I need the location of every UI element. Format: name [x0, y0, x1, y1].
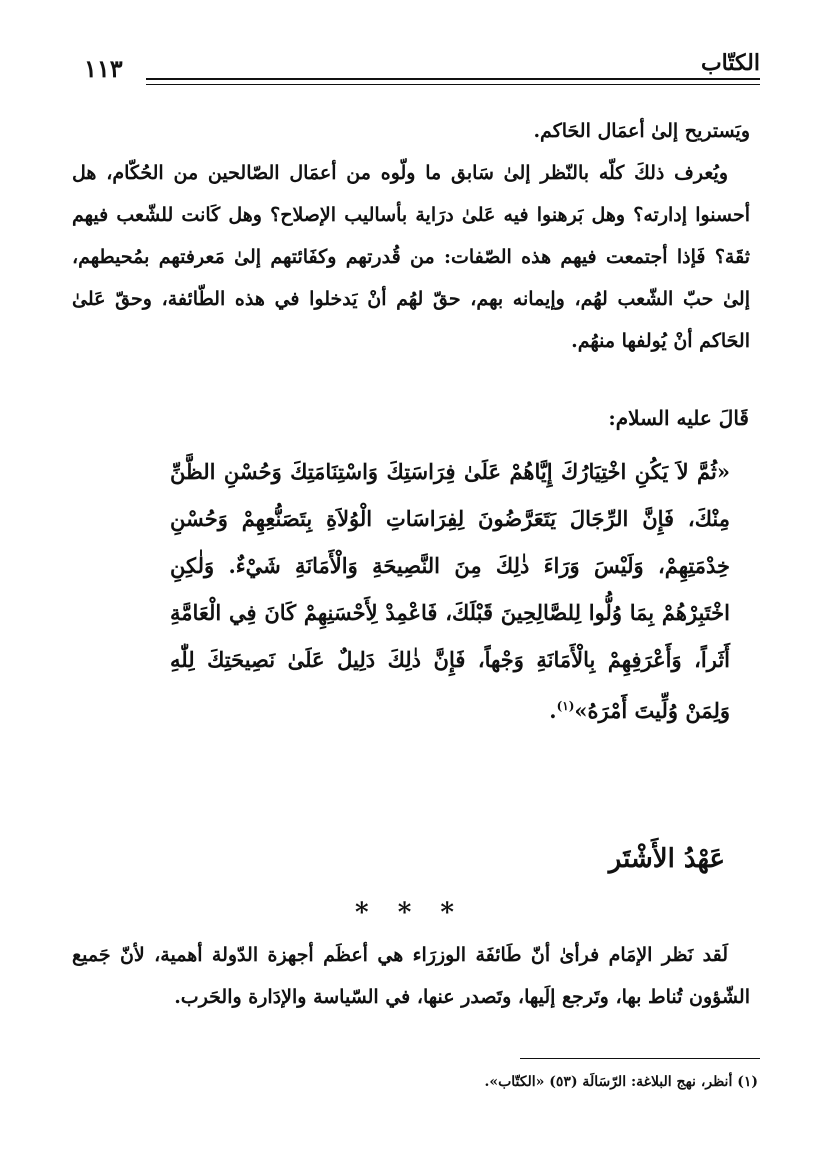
running-title: الكتّاب — [700, 50, 760, 76]
paragraph-selection-criteria: ويُعرف ذلكَ كلّه بالنّظر إلىٰ سَابق ما ولّوه من أعمَال الصّالحين من الحُكّام، هل أحسنوا إدارته؟ وهل بَرهنوا فيه عَلىٰ درَاية بأساليب الإصلاح؟ وهل كَانت للشّعب فيهم ثقَة؟ فَإذا أجتمعت فيهم هذه الصّفات: من قُدرتهم وكفَائتهم إلىٰ مَعرفتهم بمُحيطهم، إلىٰ حبّ الشّعب لهُم، وإيمانه بهم، حقّ لهُم أنْ يَدخلوا في هذه الطّائفة، وحقّ عَلىٰ الحَاكم أنْ يُولفها منهُم. — [72, 162, 750, 352]
footnote-reference: (١) — [556, 699, 575, 713]
section-title: عَهْدُ الأَشْتَر — [608, 844, 725, 874]
header-rule — [146, 78, 760, 85]
paragraph-intro: ويَستريح إلىٰ أعمَال الحَاكم. — [533, 120, 750, 142]
page-number: ١١٣ — [84, 54, 123, 83]
footnote-rule — [520, 1058, 760, 1059]
paragraph-ministers: لَقد نَظر الإمَام فرأىٰ أنّ طَائفَة الوزرَاء هي أعظَم أجهزة الدّولة أهمية، لأنّ جَميع الشّؤون تُناط بها، وتَرجع إلَيها، وتَصدر عنها، في السّياسة والإدَارة والحَرب. — [72, 944, 750, 1008]
page-header — [70, 48, 760, 88]
section-separator: * * * — [355, 898, 464, 928]
footnote: (١) أنظر، نهج البلاغة: الرّسَالَة (٥٣) «الكتّاب». — [484, 1074, 758, 1090]
quote-text: «ثُمَّ لاَ يَكُنِ اخْتِيَارُكَ إِيَّاهُمْ عَلَىٰ فِرَاسَتِكَ وَاسْتِنَامَتِكَ وَحُسْنِ الظَّنِّ مِنْكَ، فَإِنَّ الرِّجَالَ يَتَعَرَّضُونَ لِفِرَاسَاتِ الْوُلاَةِ بِتَصَنُّعِهِمْ وَحُسْنِ خِدْمَتِهِمْ، وَلَيْسَ وَرَاءَ ذٰلِكَ مِنَ النَّصِيحَةِ وَالْأَمَانَةِ شَيْءٌ. وَلٰكِنِ اخْتَبِرْهُمْ بِمَا وُلُّوا لِلصَّالِحِينَ قَبْلَكَ، فَاعْمِدْ لِأَحْسَنِهِمْ كَانَ فِي الْعَامَّةِ أَثَراً، وَأَعْرَفِهِمْ بِالْأَمَانَةِ وَجْهاً، فَإِنَّ ذٰلِكَ دَلِيلٌ عَلَىٰ نَصِيحَتِكَ لِلّٰهِ وَلِمَنْ وُلِّيتَ أَمْرَهُ» — [170, 459, 730, 723]
quoted-passage: «ثُمَّ لاَ يَكُنِ اخْتِيَارُكَ إِيَّاهُمْ عَلَىٰ فِرَاسَتِكَ وَاسْتِنَامَتِكَ وَحُسْنِ الظَّنِّ مِنْكَ، فَإِنَّ الرِّجَالَ يَتَعَرَّضُونَ لِفِرَاسَاتِ الْوُلاَةِ بِتَصَنُّعِهِمْ وَحُسْنِ خِدْمَتِهِمْ، وَلَيْسَ وَرَاءَ ذٰلِكَ مِنَ النَّصِيحَةِ وَالْأَمَانَةِ شَيْءٌ. وَلٰكِنِ اخْتَبِرْهُمْ بِمَا وُلُّوا لِلصَّالِحِينَ قَبْلَكَ، فَاعْمِدْ لِأَحْسَنِهِمْ كَانَ فِي الْعَامَّةِ أَثَراً، وَأَعْرَفِهِمْ بِالْأَمَانَةِ وَجْهاً، فَإِنَّ ذٰلِكَ دَلِيلٌ عَلَىٰ نَصِيحَتِكَ لِلّٰهِ وَلِمَنْ وُلِّيتَ أَمْرَهُ»$^{(١)}$. — [170, 459, 730, 723]
quote-attribution: قَالَ عليه السلام: — [608, 406, 749, 430]
